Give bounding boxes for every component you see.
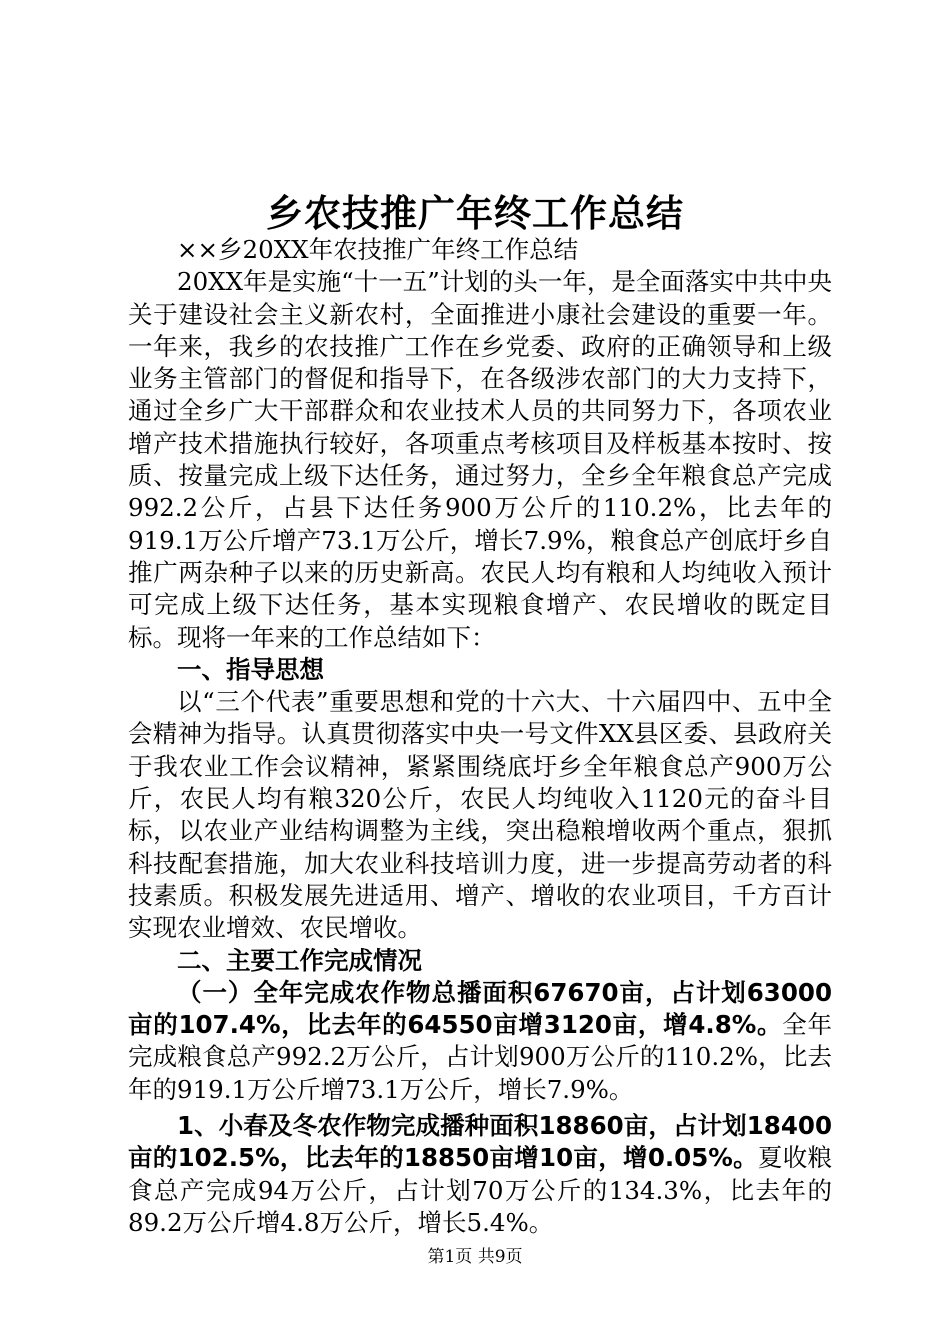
document-body bbox=[128, 234, 832, 1239]
main-work-paragraph-1-rest: 全年完成粮食总产992.2万公斤，占计划900万公斤的110.2%，比去年的919.1万公斤增73.1万公斤，增长7.9%。 bbox=[128, 1010, 833, 1104]
main-work-paragraph-1-bold: （一）全年完成农作物总播面积67670亩，占计划63000亩的107.4%，比去年的64550亩增3120亩，增4.8%。 bbox=[128, 977, 832, 1040]
main-work-paragraph-2-bold: 1、小春及冬农作物完成播种面积18860亩，占计划18400亩的102.5%，比去年的18850亩增10亩，增0.05%。 bbox=[128, 1111, 832, 1173]
page-footer: 第1页 共9页 bbox=[427, 1247, 523, 1267]
main-work-paragraph-2 bbox=[128, 1110, 832, 1239]
main-work-paragraph-1 bbox=[128, 977, 832, 1106]
section-heading-guiding-thought: 一、指导思想 bbox=[177, 654, 324, 684]
guiding-thought-paragraph: 以“三个代表”重要思想和党的十六大、十六届四中、五中全会精神为指导。认真贯彻落实中央一号文件XX县区委、县政府关于我农业工作会议精神，紧紧围绕底圩乡全年粮食总产900万公斤，农民人均有粮320公斤，农民人均纯收入1120元的奋斗目标，以农业产业结构调整为主线，突出稳粮增收两个重点，狠抓科技配套措施，加大农业科技培训力度，进一步提高劳动者的科技素质。积极发展先进适用、增产、增收的农业项目，千方百计实现农业增效、农民增收。 bbox=[128, 687, 832, 943]
document-subtitle: ××乡20XX年农技推广年终工作总结 bbox=[177, 235, 579, 264]
main-work-paragraph-2-rest: 夏收粮食总产完成94万公斤，占计划70万公斤的134.3%，比去年的89.2万公斤增4.8万公斤，增长5.4%。 bbox=[128, 1143, 832, 1237]
intro-paragraph: 20XX年是实施“十一五”计划的头一年，是全面落实中共中央关于建设社会主义新农村，全面推进小康社会建设的重要一年。一年来，我乡的农技推广工作在乡党委、政府的正确领导和上级业务主管部门的督促和指导下，在各级涉农部门的大力支持下，通过全乡广大干部群众和农业技术人员的共同努力下，各项农业增产技术措施执行较好，各项重点考核项目及样板基本按时、按质、按量完成上级下达任务，通过努力，全乡全年粮食总产完成992.2公斤，占县下达任务900万公斤的110.2%，比去年的919.1万公斤增产73.1万公斤，增长7.9%，粮食总产创底圩乡自推广两杂种子以来的历史新高。农民人均有粮和人均纯收入预计可完成上级下达任务，基本实现粮食增产、农民增收的既定目标。现将一年来的工作总结如下： bbox=[128, 267, 832, 652]
section-heading-main-work: 二、主要工作完成情况 bbox=[177, 945, 422, 975]
document-title: 乡农技推广年终工作总结 bbox=[266, 191, 684, 235]
